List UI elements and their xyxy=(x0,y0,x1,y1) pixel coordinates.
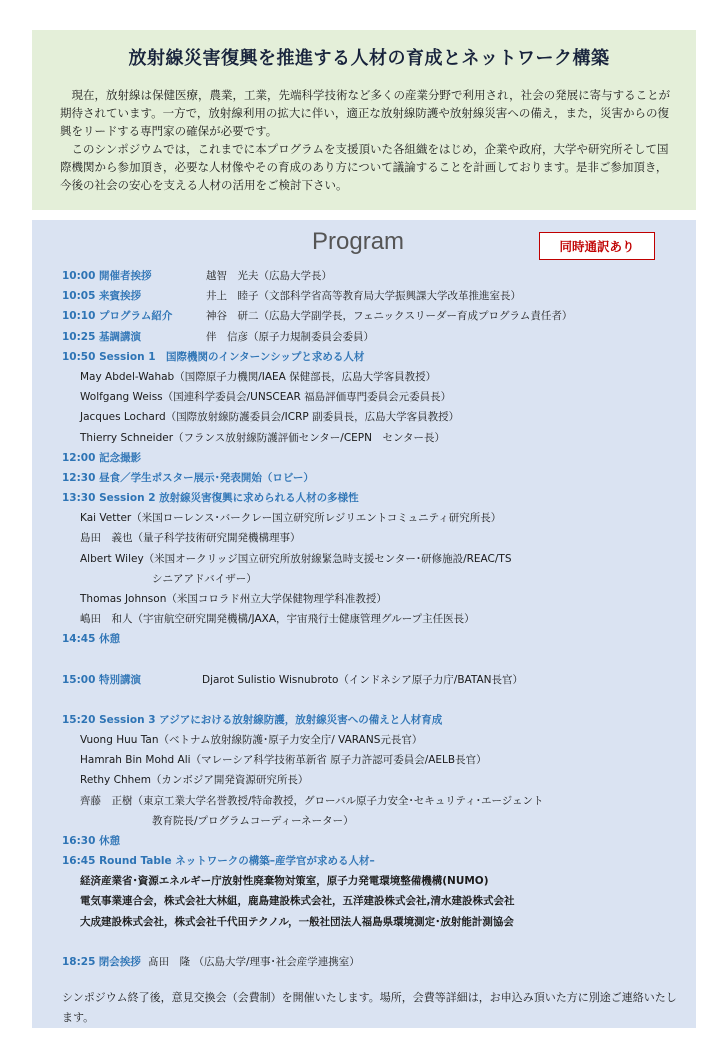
time: 18:25 xyxy=(62,955,96,968)
time: 10:25 xyxy=(62,330,96,343)
speaker: 越智 光夫（広島大学長） xyxy=(206,270,332,282)
interpretation-badge: 同時通訳あり xyxy=(539,232,655,260)
time: 15:00 xyxy=(62,673,96,686)
session-1-speaker: Thierry Schneider（フランス放射線防護評価センター/CEPN センター長） xyxy=(80,431,446,444)
speaker: 髙田 隆 （広島大学/理事･社会産学連携室） xyxy=(148,955,360,968)
roundtable-title: 16:45 Round Table ネットワークの構築–産学官が求める人材– xyxy=(62,855,375,868)
schedule-photo: 12:00 記念撮影 xyxy=(62,451,142,464)
roundtable-participants: 電気事業連合会，株式会社大林組，鹿島建設株式会社，五洋建設株式会社,清水建設株式会社 xyxy=(80,895,515,908)
speaker: 井上 睦子（文部科学省高等教育局大学振興課大学改革推進室長） xyxy=(206,290,521,303)
schedule-guest xyxy=(62,286,682,306)
session-1-title: 10:50 Session 1 国際機関のインターンシップと求める人材 xyxy=(62,350,365,363)
session-2-speaker: Kai Vetter（米国ローレンス･バークレー国立研究所レジリエントコミュニティ研究所長） xyxy=(80,512,502,525)
session-3-speaker: Hamrah Bin Mohd Ali（マレーシア科学技術革新省 原子力許認可委員会/AELB長官） xyxy=(80,754,487,767)
session-1-speaker: Wolfgang Weiss（国連科学委員会/UNSCEAR 福島評価専門委員会元委員長） xyxy=(80,391,452,404)
session-2-speaker: Thomas Johnson（米国コロラド州立大学保健物理学科准教授） xyxy=(80,593,387,605)
footer-note: シンポジウム終了後，意見交換会（会費制）を開催いたします。場所，会費等詳細は，お申込み頂いた方に別途ご連絡いたします。 xyxy=(62,991,677,1024)
schedule-lunch: 12:30 昼食／学生ポスター展示･発表開始（ロビー） xyxy=(62,471,314,484)
roundtable-participants: 大成建設株式会社，株式会社千代田テクノル，一般社団法人福島県環境測定･放射能計測協会 xyxy=(80,915,514,928)
session-3-speaker: Vuong Huu Tan（ベトナム放射線防護･原子力安全庁/ VARANS元長官） xyxy=(80,733,423,746)
schedule-opening xyxy=(62,266,682,286)
document-title: 放射線災害復興を推進する人材の育成とネットワーク構築 xyxy=(128,48,610,69)
intro-paragraph-2: このシンポジウムでは，これまでに本プログラムを支援頂いた各組織をはじめ，企業や政府，大学や研究所そして国際機関から参加頂き，必要な人材像やその育成のあり方について議論することを計画しております。是非ご参加頂き，今後の社会の安心を支える人材の活用をご検討下さい。 xyxy=(60,142,669,192)
item-label: 来賓挨拶 xyxy=(99,290,141,303)
session-3-speaker-continued: 教育院長/プログラムコーディーネーター） xyxy=(152,814,354,827)
session-1-speaker: Jacques Lochard（国際放射線防護委員会/ICRP 副委員長，広島大学客員教授） xyxy=(80,411,460,424)
speaker: Djarot Sulistio Wisnubroto（インドネシア原子力庁/BATAN長官） xyxy=(202,673,524,686)
session-1-speaker: May Abdel-Wahab（国際原子力機関/IAEA 保健部長，広島大学客員教授） xyxy=(80,370,437,383)
item-label: 特別講演 xyxy=(99,673,141,686)
schedule-break-1: 14:45 休憩 xyxy=(62,633,121,646)
speaker: 伴 信彦（原子力規制委員会委員） xyxy=(206,330,374,343)
schedule-special-lecture xyxy=(62,670,682,690)
item-label: 基調講演 xyxy=(99,330,141,343)
item-label: プログラム紹介 xyxy=(99,310,173,323)
schedule-keynote xyxy=(62,327,682,347)
schedule-closing xyxy=(62,952,682,972)
session-2-speaker: 嶋田 和人（宇宙航空研究開発機構/JAXA，宇宙飛行士健康管理グループ主任医長） xyxy=(80,613,475,626)
session-3-speaker: Rethy Chhem（カンボジア開発資源研究所長） xyxy=(80,774,309,787)
roundtable-participants: 経済産業省･資源エネルギー庁放射性廃棄物対策室，原子力発電環境整備機構(NUMO) xyxy=(80,875,489,888)
time: 10:10 xyxy=(62,310,96,323)
spacer xyxy=(62,932,682,952)
spacer xyxy=(62,690,682,710)
program-heading: Program xyxy=(312,228,405,255)
schedule xyxy=(62,266,682,972)
time: 10:05 xyxy=(62,290,96,303)
program-panel xyxy=(32,220,696,1028)
item-label: 閉会挨拶 xyxy=(98,955,141,968)
intro-paragraph-1: 現在，放射線は保健医療，農業，工業，先端科学技術など多くの産業分野で利用され，社会の発展に寄与することが期待されています。一方で，放射線利用の拡大に伴い，適正な放射線防護や放射線災害への備え，また，災害からの復興をリードする専門家の確保が必要です。 xyxy=(60,88,671,138)
speaker: 神谷 研二（広島大学副学長，フェニックスリーダー育成プログラム責任者） xyxy=(206,310,573,323)
schedule-break-2: 16:30 休憩 xyxy=(62,834,121,847)
session-3-speaker: 齊藤 正樹（東京工業大学名誉教授/特命教授，グローバル原子力安全･セキュリティ･エージェント xyxy=(80,794,544,807)
session-2-speaker: Albert Wiley（米国オークリッジ国立研究所放射線緊急時支援センター･研修施設/REAC/TS xyxy=(80,552,512,565)
intro-panel xyxy=(32,30,696,210)
time: 10:00 xyxy=(62,270,96,282)
item-label: 開催者挨拶 xyxy=(99,270,152,282)
session-2-title: 13:30 Session 2 放射線災害復興に求められる人材の多様性 xyxy=(62,492,359,505)
spacer xyxy=(62,650,682,670)
session-2-speaker: 島田 義也（量子科学技術研究開発機構理事） xyxy=(80,532,301,545)
schedule-program-intro xyxy=(62,306,682,326)
session-3-title: 15:20 Session 3 アジアにおける放射線防護，放射線災害への備えと人材育成 xyxy=(62,713,443,726)
session-2-speaker-continued: シニアアドバイザー） xyxy=(152,572,257,585)
